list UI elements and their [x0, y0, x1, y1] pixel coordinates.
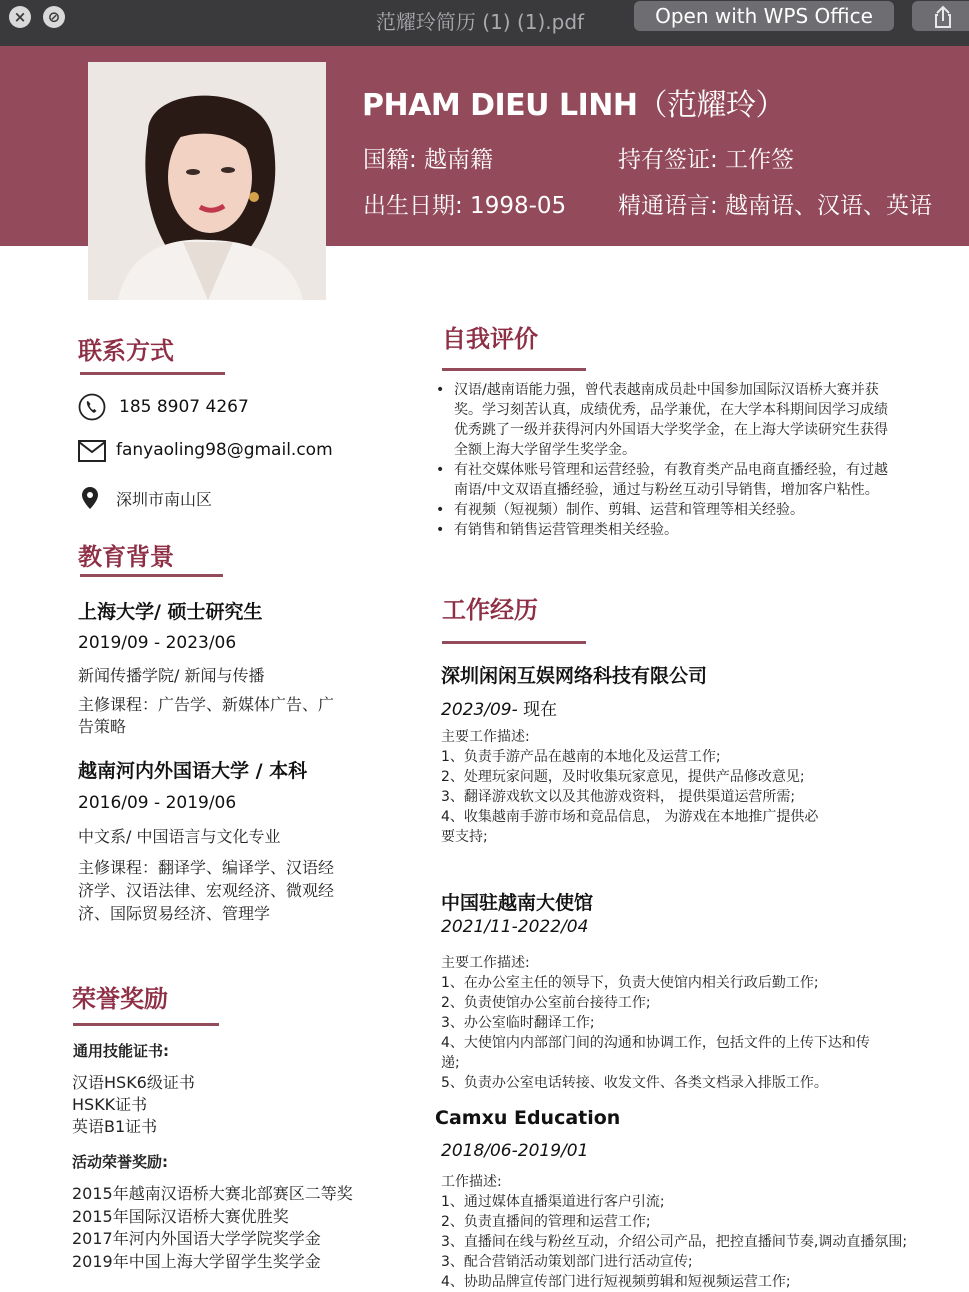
birth-date: 出生日期: 1998-05: [363, 193, 567, 219]
candidate-name: PHAM DIEU LINH（范耀玲）: [362, 88, 785, 123]
share-button[interactable]: [912, 1, 969, 31]
minimize-icon[interactable]: ⊘: [43, 6, 65, 28]
self-evaluation-title: 自我评价: [442, 325, 538, 353]
job-period: 2023/09- 现在: [441, 700, 558, 720]
email-address[interactable]: fanyaoling98@gmail.com: [116, 440, 333, 460]
visa: 持有签证: 工作签: [618, 147, 795, 173]
job-description: 主要工作描述: 1、在办公室主任的领导下，负责大使馆内相关行政后勤工作; 2、负责使馆办公室前台接待工作; 3、办公室临时翻译工作; 4、大使馆内内部部门间的沟通和协调工作，包括文件的上传下达和传 递; 5、负责办公室电话转接、收发文件、各类文档录入排版工作。: [441, 955, 870, 1091]
list-item: • 有社交媒体账号管理和运营经验，有教育类产品电商直播经验，有过越 南语/中文双语直播经验，通过与粉丝互动引导销售，增加客户粘性。: [436, 460, 926, 500]
company-name: 深圳闲闲互娱网络科技有限公司: [441, 665, 708, 687]
list-item: 2017年河内外国语大学学院奖学金: [72, 1229, 321, 1248]
list-item: 汉语HSK6级证书: [72, 1073, 195, 1092]
list-item: • 有销售和销售运营管理类相关经验。: [436, 520, 926, 540]
course-list: 主修课程：广告学、新媒体广告、广 告策略: [78, 695, 335, 736]
job-period: 2021/11-2022/04: [441, 917, 589, 937]
study-period: 2019/09 - 2023/06: [78, 633, 237, 653]
list-item: HSKK证书: [72, 1095, 148, 1114]
education-title: 教育背景: [78, 543, 174, 571]
honors-divider: [73, 1023, 219, 1026]
company-name: Camxu Education: [435, 1107, 621, 1129]
job-description: 工作描述: 1、通过媒体直播渠道进行客户引流; 2、负责直播间的管理和运营工作; 3、直播间在线与粉丝互动，介绍公司产品，把控直播间节奏,调动直播氛围; 3、配合营销活动策划部门进行活动宣传; 4、协助品牌宣传部门进行短视频剪辑和短视频运营工作;: [441, 1174, 908, 1290]
award-list: [72, 1183, 353, 1273]
school-name: 上海大学/ 硕士研究生: [78, 601, 263, 623]
document-title: 范耀玲简历 (1) (1).pdf: [375, 10, 585, 34]
phone-icon: [78, 393, 106, 421]
honors-title: 荣誉奖励: [72, 985, 168, 1013]
self-evaluation-list: [436, 380, 926, 540]
study-major: 中文系/ 中国语言与文化专业: [78, 827, 281, 846]
contact-divider: [80, 372, 225, 375]
company-name: 中国驻越南大使馆: [441, 892, 594, 914]
work-experience-title: 工作经历: [442, 596, 538, 624]
school-name: 越南河内外国语大学 / 本科: [78, 760, 308, 782]
location-pin-icon: [81, 486, 99, 510]
study-major: 新闻传播学院/ 新闻与传播: [78, 666, 265, 685]
nationality: 国籍: 越南籍: [363, 147, 494, 173]
list-item: • 有视频（短视频）制作、剪辑、运营和管理等相关经验。: [436, 500, 926, 520]
open-with-wps-button[interactable]: Open with WPS Office: [634, 1, 894, 31]
list-item: • 汉语/越南语能力强，曾代表越南成员赴中国参加国际汉语桥大赛并获 奖。学习刻苦认真，成绩优秀，品学兼优，在大学本科期间因学习成绩 优秀跳了一级并获得河内外国语大学奖学金，在上海大学读研究生获得 全额上海大学留学生奖学金。: [436, 380, 926, 460]
share-icon: [912, 1, 969, 31]
job-description: 主要工作描述: 1、负责手游产品在越南的本地化及运营工作; 2、处理玩家问题，及时收集玩家意见，提供产品修改意见; 3、翻译游戏软文以及其他游戏资料， 提供渠道运营所需; 4、收集越南手游市场和竞品信息， 为游戏在本地推广提供必 要支持;: [441, 729, 819, 845]
list-item: 2015年国际汉语桥大赛优胜奖: [72, 1206, 289, 1226]
contact-title: 联系方式: [78, 337, 174, 365]
education-divider: [80, 574, 223, 577]
list-item: 2019年中国上海大学留学生奖学金: [72, 1251, 321, 1271]
email-icon: [78, 440, 106, 462]
course-list: 主修课程：翻译学、编译学、汉语经 济学、汉语法律、宏观经济、微观经 济、国际贸易经济、管理学: [78, 858, 335, 923]
certificate-list: [72, 1072, 195, 1138]
work-experience-divider: [442, 641, 586, 644]
list-item: 英语B1证书: [72, 1117, 158, 1136]
job-period: 2018/06-2019/01: [441, 1141, 589, 1161]
close-icon[interactable]: ×: [9, 6, 31, 28]
pdf-viewer-toolbar: [0, 0, 969, 46]
award-heading: 活动荣誉奖励:: [72, 1153, 168, 1171]
phone-number[interactable]: 185 8907 4267: [119, 397, 249, 417]
list-item: 2015年越南汉语桥大赛北部赛区二等奖: [72, 1184, 353, 1203]
certificate-heading: 通用技能证书:: [73, 1042, 169, 1060]
address: 深圳市南山区: [116, 490, 213, 509]
self-evaluation-divider: [442, 368, 586, 371]
avatar: [88, 62, 326, 300]
study-period: 2016/09 - 2019/06: [78, 793, 237, 813]
languages: 精通语言: 越南语、汉语、英语: [618, 193, 933, 219]
